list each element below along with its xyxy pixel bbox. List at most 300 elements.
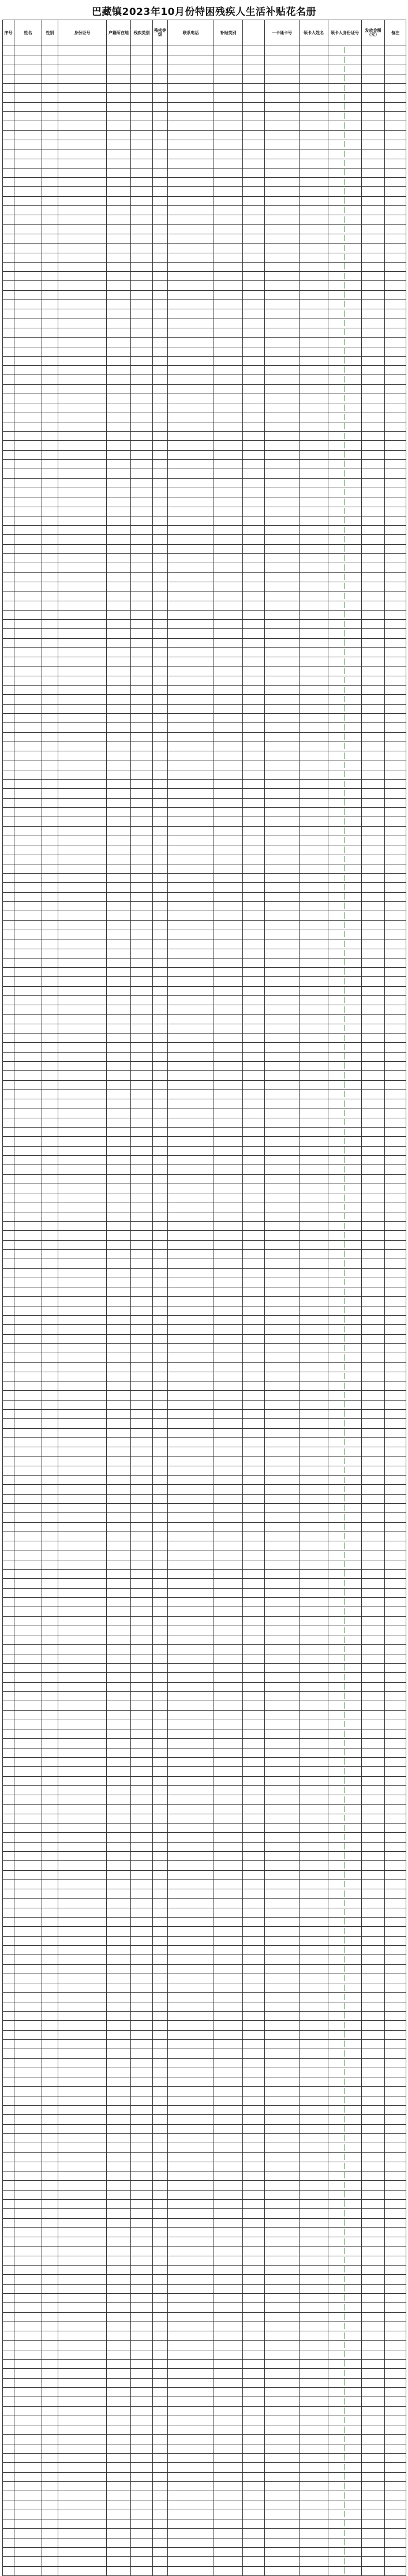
table-cell xyxy=(243,1852,265,1861)
table-cell xyxy=(265,366,300,375)
table-cell xyxy=(107,676,131,685)
table-cell xyxy=(385,2360,406,2369)
table-cell xyxy=(3,2416,14,2425)
table-cell xyxy=(58,2077,107,2087)
table-cell xyxy=(153,2416,168,2425)
table-cell xyxy=(214,1993,243,2002)
table-cell xyxy=(300,883,328,892)
table-cell xyxy=(131,2143,153,2152)
table-cell xyxy=(385,244,406,253)
table-cell xyxy=(168,1193,214,1203)
table-cell xyxy=(265,1899,300,1908)
table-cell xyxy=(362,375,385,384)
table-cell xyxy=(265,2369,300,2378)
table-cell xyxy=(265,2039,300,2049)
table-cell xyxy=(3,2209,14,2218)
table-cell xyxy=(153,2491,168,2500)
table-cell xyxy=(214,347,243,356)
table-cell xyxy=(153,140,168,149)
table-cell xyxy=(300,2538,328,2547)
table-cell xyxy=(214,1645,243,1654)
table-cell xyxy=(243,1362,265,1372)
table-cell xyxy=(265,995,300,1005)
table-cell xyxy=(58,478,107,488)
table-cell xyxy=(362,1212,385,1221)
table-row xyxy=(3,2406,406,2416)
table-cell xyxy=(300,1993,328,2002)
table-cell xyxy=(214,2068,243,2077)
table-cell xyxy=(265,2162,300,2171)
table-cell xyxy=(58,262,107,271)
table-cell xyxy=(58,1437,107,1447)
table-cell xyxy=(385,2500,406,2510)
table-cell xyxy=(168,1908,214,1917)
table-cell xyxy=(243,1109,265,1118)
table-cell xyxy=(300,1428,328,1437)
table-cell xyxy=(3,1861,14,1870)
table-cell xyxy=(107,2133,131,2143)
table-cell xyxy=(362,2199,385,2208)
table-cell xyxy=(107,695,131,704)
table-cell xyxy=(107,1325,131,1334)
table-cell xyxy=(131,469,153,478)
table-cell xyxy=(243,2557,265,2566)
table-cell xyxy=(385,2087,406,2096)
table-cell xyxy=(214,2444,243,2453)
table-cell xyxy=(131,1861,153,1870)
table-cell xyxy=(168,1824,214,1833)
table-cell xyxy=(362,2387,385,2397)
table-cell xyxy=(362,892,385,901)
table-cell xyxy=(362,563,385,572)
table-cell xyxy=(153,1071,168,1080)
table-cell xyxy=(362,977,385,986)
table-cell xyxy=(214,2087,243,2096)
table-cell xyxy=(385,1137,406,1146)
table-cell xyxy=(300,1532,328,1541)
table-cell xyxy=(42,798,58,807)
table-cell xyxy=(265,1240,300,1249)
table-cell xyxy=(168,1485,214,1494)
table-cell xyxy=(362,1043,385,1052)
table-cell xyxy=(14,1645,42,1654)
table-cell xyxy=(243,1814,265,1823)
table-cell xyxy=(214,2284,243,2293)
table-cell xyxy=(328,704,362,713)
table-row xyxy=(3,1964,406,1974)
table-cell xyxy=(300,215,328,224)
table-cell xyxy=(58,601,107,610)
table-cell xyxy=(385,93,406,102)
table-cell xyxy=(362,281,385,290)
table-cell xyxy=(328,262,362,271)
table-cell xyxy=(14,1325,42,1334)
table-cell xyxy=(107,1739,131,1748)
table-row xyxy=(3,1174,406,1184)
table-row xyxy=(3,46,406,55)
table-cell xyxy=(265,2547,300,2556)
table-cell xyxy=(243,2087,265,2096)
table-cell xyxy=(168,1767,214,1776)
table-cell xyxy=(3,1062,14,1071)
table-cell xyxy=(168,864,214,873)
table-cell xyxy=(168,1579,214,1588)
table-cell xyxy=(362,46,385,55)
table-cell xyxy=(265,450,300,459)
table-cell xyxy=(14,253,42,262)
table-cell xyxy=(214,761,243,770)
table-cell xyxy=(42,1804,58,1814)
table-cell xyxy=(14,1165,42,1174)
table-cell xyxy=(153,1278,168,1287)
table-cell xyxy=(42,883,58,892)
table-cell xyxy=(265,2331,300,2341)
table-cell xyxy=(107,2538,131,2547)
table-cell xyxy=(362,2472,385,2481)
table-cell xyxy=(362,2331,385,2341)
table-cell xyxy=(362,234,385,243)
table-cell xyxy=(214,2341,243,2350)
table-cell xyxy=(107,1701,131,1710)
table-cell xyxy=(153,2246,168,2256)
table-cell xyxy=(107,2012,131,2021)
table-cell xyxy=(328,667,362,676)
table-cell xyxy=(214,2002,243,2011)
table-cell xyxy=(385,667,406,676)
table-cell xyxy=(107,394,131,403)
table-cell xyxy=(243,638,265,647)
table-cell xyxy=(58,206,107,215)
table-cell xyxy=(214,2266,243,2275)
table-cell xyxy=(243,1240,265,1249)
table-cell xyxy=(14,469,42,478)
table-cell xyxy=(300,789,328,798)
table-cell xyxy=(362,1146,385,1155)
table-cell xyxy=(362,554,385,563)
table-cell xyxy=(265,1785,300,1795)
table-cell xyxy=(265,253,300,262)
table-cell xyxy=(168,1597,214,1607)
table-cell xyxy=(385,1748,406,1757)
table-cell xyxy=(265,55,300,65)
table-cell xyxy=(153,2115,168,2124)
table-cell xyxy=(300,1052,328,1061)
table-cell xyxy=(42,1795,58,1804)
table-cell xyxy=(3,686,14,695)
table-cell xyxy=(362,761,385,770)
table-cell xyxy=(168,1785,214,1795)
table-cell xyxy=(168,789,214,798)
table-cell xyxy=(58,1156,107,1165)
table-cell xyxy=(58,1052,107,1061)
table-cell xyxy=(300,1513,328,1522)
table-cell xyxy=(300,432,328,441)
table-cell xyxy=(107,356,131,365)
table-cell xyxy=(362,1457,385,1466)
table-cell xyxy=(3,732,14,742)
table-cell xyxy=(42,2218,58,2227)
table-cell xyxy=(131,140,153,149)
table-cell xyxy=(14,234,42,243)
table-cell xyxy=(362,902,385,911)
table-cell xyxy=(362,1024,385,1033)
table-cell xyxy=(385,864,406,873)
table-cell xyxy=(3,2115,14,2124)
table-cell xyxy=(107,1128,131,1137)
table-cell xyxy=(58,384,107,394)
table-cell xyxy=(300,74,328,83)
table-cell xyxy=(265,2087,300,2096)
table-cell xyxy=(3,2077,14,2087)
table-cell xyxy=(58,2275,107,2284)
table-cell xyxy=(107,432,131,441)
table-cell xyxy=(153,2266,168,2275)
table-cell xyxy=(131,394,153,403)
table-cell xyxy=(362,328,385,337)
table-cell xyxy=(168,1560,214,1569)
table-cell xyxy=(214,2454,243,2463)
table-cell xyxy=(168,977,214,986)
table-cell xyxy=(214,554,243,563)
table-cell xyxy=(131,1372,153,1381)
table-cell xyxy=(328,196,362,205)
table-cell xyxy=(214,1833,243,1842)
table-cell xyxy=(214,2077,243,2087)
table-cell xyxy=(131,74,153,83)
table-cell xyxy=(385,732,406,742)
table-cell xyxy=(243,441,265,450)
table-cell xyxy=(14,920,42,930)
table-cell xyxy=(243,1522,265,1532)
table-cell xyxy=(42,309,58,319)
table-cell xyxy=(168,1362,214,1372)
table-cell xyxy=(300,1005,328,1014)
table-row xyxy=(3,74,406,83)
table-cell xyxy=(3,234,14,243)
table-cell xyxy=(14,1476,42,1485)
table-row xyxy=(3,1043,406,1052)
table-cell xyxy=(168,648,214,657)
table-cell xyxy=(153,1391,168,1400)
table-cell xyxy=(214,817,243,826)
table-cell xyxy=(328,780,362,789)
table-cell xyxy=(214,1720,243,1729)
table-cell xyxy=(168,1034,214,1043)
table-cell xyxy=(300,1222,328,1231)
table-cell xyxy=(328,620,362,629)
table-cell xyxy=(385,356,406,365)
table-cell xyxy=(243,1193,265,1203)
table-cell xyxy=(107,2171,131,2181)
table-cell xyxy=(107,1476,131,1485)
table-cell xyxy=(300,2547,328,2556)
table-cell xyxy=(131,761,153,770)
table-cell xyxy=(328,1353,362,1362)
table-cell xyxy=(3,309,14,319)
table-cell xyxy=(107,2519,131,2529)
table-cell xyxy=(107,1710,131,1720)
table-cell xyxy=(265,149,300,159)
table-cell xyxy=(328,2171,362,2181)
table-cell xyxy=(328,1089,362,1099)
table-cell xyxy=(14,1297,42,1306)
table-cell xyxy=(153,1570,168,1579)
table-cell xyxy=(131,1522,153,1532)
table-row xyxy=(3,2293,406,2302)
table-cell xyxy=(385,1635,406,1645)
table-cell xyxy=(107,620,131,629)
table-cell xyxy=(42,244,58,253)
table-cell xyxy=(14,1156,42,1165)
table-cell xyxy=(14,178,42,187)
table-cell xyxy=(14,478,42,488)
table-cell xyxy=(300,1024,328,1033)
table-cell xyxy=(362,1250,385,1259)
table-cell xyxy=(362,478,385,488)
table-cell xyxy=(214,2557,243,2566)
table-cell xyxy=(58,2397,107,2406)
table-cell xyxy=(153,2077,168,2087)
table-cell xyxy=(153,1128,168,1137)
table-cell xyxy=(42,149,58,159)
table-cell xyxy=(107,2266,131,2275)
table-row xyxy=(3,2557,406,2566)
table-cell xyxy=(243,2068,265,2077)
table-cell xyxy=(300,2152,328,2162)
table-cell xyxy=(14,892,42,901)
table-cell xyxy=(300,2519,328,2529)
table-cell xyxy=(14,196,42,205)
table-cell xyxy=(107,1043,131,1052)
table-cell xyxy=(362,2360,385,2369)
table-cell xyxy=(362,1861,385,1870)
table-cell xyxy=(107,2454,131,2463)
table-cell xyxy=(168,84,214,93)
table-cell xyxy=(385,1062,406,1071)
table-cell xyxy=(214,1400,243,1409)
table-cell xyxy=(58,2557,107,2566)
table-cell xyxy=(153,1551,168,1560)
table-cell xyxy=(265,2106,300,2115)
table-cell xyxy=(58,874,107,883)
table-cell xyxy=(131,1767,153,1776)
table-cell xyxy=(362,1767,385,1776)
header-cell: 领卡人身份证号 xyxy=(328,20,362,46)
table-cell xyxy=(14,2190,42,2199)
table-cell xyxy=(362,1437,385,1447)
table-cell xyxy=(300,2510,328,2519)
table-cell xyxy=(243,648,265,657)
table-cell xyxy=(243,723,265,732)
table-cell xyxy=(42,930,58,939)
table-cell xyxy=(58,2322,107,2331)
table-cell xyxy=(58,958,107,967)
table-cell xyxy=(14,732,42,742)
table-cell xyxy=(243,582,265,591)
table-cell xyxy=(214,2199,243,2208)
table-cell xyxy=(42,1824,58,1833)
table-cell xyxy=(362,2538,385,2547)
table-cell xyxy=(265,610,300,619)
table-cell xyxy=(58,1654,107,1663)
table-cell xyxy=(214,535,243,544)
table-cell xyxy=(58,808,107,817)
table-cell xyxy=(300,366,328,375)
table-cell xyxy=(362,2096,385,2105)
table-cell xyxy=(385,2068,406,2077)
table-cell xyxy=(300,1437,328,1447)
table-cell xyxy=(153,1325,168,1334)
table-cell xyxy=(265,1212,300,1221)
table-cell xyxy=(107,140,131,149)
table-cell xyxy=(14,1400,42,1409)
table-cell xyxy=(153,1918,168,1927)
table-cell xyxy=(58,610,107,619)
table-cell xyxy=(362,1278,385,1287)
table-cell xyxy=(168,2416,214,2425)
table-cell xyxy=(362,2397,385,2406)
table-cell xyxy=(168,347,214,356)
table-cell xyxy=(58,1626,107,1635)
table-cell xyxy=(58,2227,107,2237)
table-cell xyxy=(168,1410,214,1419)
table-cell xyxy=(131,686,153,695)
table-cell xyxy=(328,1034,362,1043)
table-cell xyxy=(3,1410,14,1419)
table-cell xyxy=(300,2087,328,2096)
table-cell xyxy=(300,1748,328,1757)
table-cell xyxy=(265,1824,300,1833)
table-cell xyxy=(243,1052,265,1061)
table-cell xyxy=(107,93,131,102)
table-cell xyxy=(14,2049,42,2058)
table-cell xyxy=(243,375,265,384)
table-cell xyxy=(265,2068,300,2077)
table-cell xyxy=(300,1701,328,1710)
table-cell xyxy=(214,215,243,224)
table-cell xyxy=(168,2360,214,2369)
table-cell xyxy=(243,1043,265,1052)
table-cell xyxy=(168,1955,214,1964)
table-cell xyxy=(107,2425,131,2435)
table-cell xyxy=(328,2152,362,2162)
table-cell xyxy=(3,2143,14,2152)
table-cell xyxy=(131,2350,153,2359)
table-cell xyxy=(328,1635,362,1645)
table-cell xyxy=(107,159,131,168)
table-cell xyxy=(107,1250,131,1259)
table-cell xyxy=(14,554,42,563)
table-cell xyxy=(131,1231,153,1240)
table-cell xyxy=(265,2557,300,2566)
table-cell xyxy=(14,2510,42,2519)
table-cell xyxy=(131,1005,153,1014)
table-cell xyxy=(107,704,131,713)
table-cell xyxy=(14,1494,42,1503)
table-cell xyxy=(42,1814,58,1823)
table-cell xyxy=(14,629,42,638)
table-cell xyxy=(300,2218,328,2227)
table-row xyxy=(3,1437,406,1447)
table-cell xyxy=(265,1541,300,1551)
table-cell xyxy=(300,695,328,704)
table-cell xyxy=(362,187,385,196)
table-row xyxy=(3,826,406,836)
table-cell xyxy=(300,516,328,525)
table-cell xyxy=(14,582,42,591)
table-cell xyxy=(300,1588,328,1597)
table-cell xyxy=(328,319,362,328)
